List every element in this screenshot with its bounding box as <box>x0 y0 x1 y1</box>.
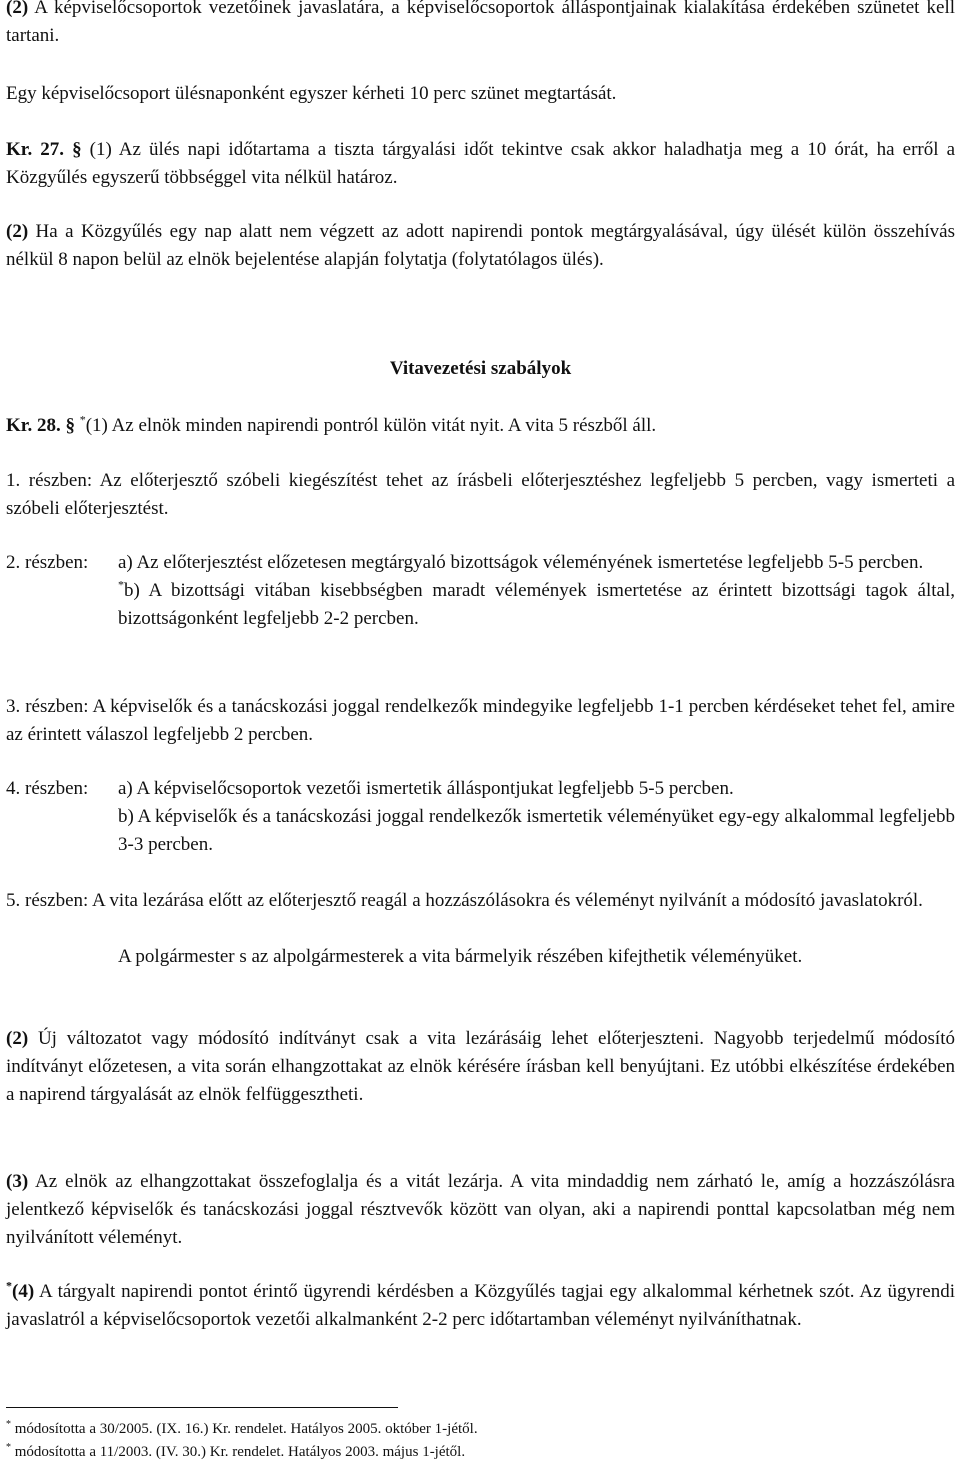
part-5: 5. részben: A vita lezárása előtt az előterjesztő reagál a hozzászólásokra és véleményt nyilvánít a módosító javaslatokról. <box>6 890 923 911</box>
paragraph-text: (1) Az ülés napi időtartama a tiszta tárgyalási időt tekintve csak akkor haladhatja meg a 10 órát, ha erről a Közgyűlés egyszerű többséggel vita nélkül határoz. <box>6 139 956 188</box>
part-5b: A polgármester s az alpolgármesterek a vita bármelyik részében kifejthetik véleményüket. <box>118 946 803 967</box>
paragraph-text: Egy képviselőcsoport ülésnaponként egyszer kérheti 10 perc szünet megtartását. <box>6 83 617 104</box>
footnote-2 <box>6 1443 465 1461</box>
paragraph-2-szunet <box>6 0 955 50</box>
part-2a <box>118 549 955 577</box>
paragraph-text: Ha a Közgyűlés egy nap alatt nem végzett az adott napirendi pontok megtárgyalásával, úgy ülését külön összehívás nélkül 8 napon belül az elnök bejelentése alapján folytatja (folytatólagos ülés). <box>6 221 955 270</box>
paragraph-text: (1) Az elnök minden napirendi pontról külön vitát nyit. A vita 5 részből áll. <box>85 415 657 436</box>
article-28-1 <box>6 412 955 440</box>
footnote-1 <box>6 1420 478 1438</box>
part-2 <box>6 549 955 633</box>
section-3 <box>6 1168 955 1252</box>
paragraph-text: A képviselőcsoportok vezetőinek javaslatára, a képviselőcsoportok álláspontjainak kialakítása érdekében szünetet kell tartani. <box>6 0 955 46</box>
part-1: 1. részben: Az előterjesztő szóbeli kiegészítést tehet az írásbeli előterjesztéshez legfeljebb 5 percben, vagy ismerteti a szóbeli előterjesztést. <box>6 470 955 519</box>
part-text: b) A bizottsági vitában kisebbségben maradt vélemények ismertetése az érintett bizottsági tagok által, bizottságonként legfeljebb 2-2 percben. <box>118 580 955 629</box>
part-4 <box>6 775 955 859</box>
part-4-prefix: 4. részben: <box>6 778 89 799</box>
paragraph-number: (4) <box>12 1281 35 1302</box>
amendment-star: * <box>79 412 86 427</box>
footnote-text: módosította a 11/2003. (IV. 30.) Kr. rendelet. Hatályos 2003. május 1-jétől. <box>11 1444 466 1460</box>
paragraph-number: (2) <box>6 0 29 18</box>
section-4 <box>6 1278 955 1334</box>
footnote-mark: * <box>6 1442 11 1453</box>
paragraph-number: (3) <box>6 1171 29 1192</box>
article-27-2 <box>6 218 955 274</box>
part-4b: b) A képviselők és a tanácskozási joggal rendelkezők ismertetik véleményüket egy-egy alkalommal legfeljebb 3-3 percben. <box>118 806 955 855</box>
paragraph-szunet-limit <box>6 80 955 108</box>
amendment-star: * <box>118 577 124 592</box>
article-27-1 <box>6 136 955 192</box>
paragraph-text: A tárgyalt napirendi pontot érintő ügyrendi kérdésben a Közgyűlés tagjai egy alkalommal kérhetnek szót. Az ügyrendi javaslatról a képviselőcsoportok vezetői alkalmanként 2-2 perc időtartamban véleményt nyilváníthatnak. <box>6 1281 955 1330</box>
footnote-text: módosította a 30/2005. (IX. 16.) Kr. rendelet. Hatályos 2005. október 1-jétől. <box>11 1421 478 1437</box>
part-2-prefix: 2. részben: <box>6 552 89 573</box>
footnote-mark: * <box>6 1419 11 1430</box>
paragraph-text: Az elnök az elhangzottakat összefoglalja és a vitát lezárja. A vita mindaddig nem zárható le, amíg a hozzászólásra jelentkező képviselők és tanácskozási joggal résztvevők között van olyan, aki a napirendi ponttal kapcsolatban még nem nyilvánított véleményt. <box>6 1171 955 1248</box>
part-3: 3. részben: A képviselők és a tanácskozási joggal rendelkezők mindegyike legfeljebb 1-1 percben kérdéseket tehet fel, amire az érintett válaszol legfeljebb 2 percben. <box>6 696 955 745</box>
paragraph-number: (2) <box>6 1028 29 1049</box>
footnote-separator <box>6 1407 398 1408</box>
article-label: Kr. 27. <box>6 139 65 160</box>
part-text: a) Az előterjesztést előzetesen megtárgyaló bizottságok véleményének ismertetése legfeljebb 5-5 percben. <box>118 552 924 573</box>
article-label: Kr. 28. <box>6 415 61 436</box>
section-heading: Vitavezetési szabályok <box>389 358 572 379</box>
part-2b <box>118 577 955 633</box>
section-sign: § <box>72 139 82 160</box>
section-2 <box>6 1025 955 1109</box>
section-sign: § <box>65 415 75 436</box>
amendment-star: * <box>6 1278 12 1293</box>
paragraph-text: Új változatot vagy módosító indítványt csak a vita lezárásáig lehet előterjeszteni. Nagyobb terjedelmű módosító indítványt előzetesen, a vita során elhangzottakat az elnök kérésére írásban kell benyújtani. Ez utóbbi elkészítése érdekében a napirend tárgyalását az elnök felfüggesztheti. <box>6 1028 955 1105</box>
part-4a: a) A képviselőcsoportok vezetői ismertetik álláspontjukat legfeljebb 5-5 percben. <box>118 778 734 799</box>
paragraph-number: (2) <box>6 221 29 242</box>
